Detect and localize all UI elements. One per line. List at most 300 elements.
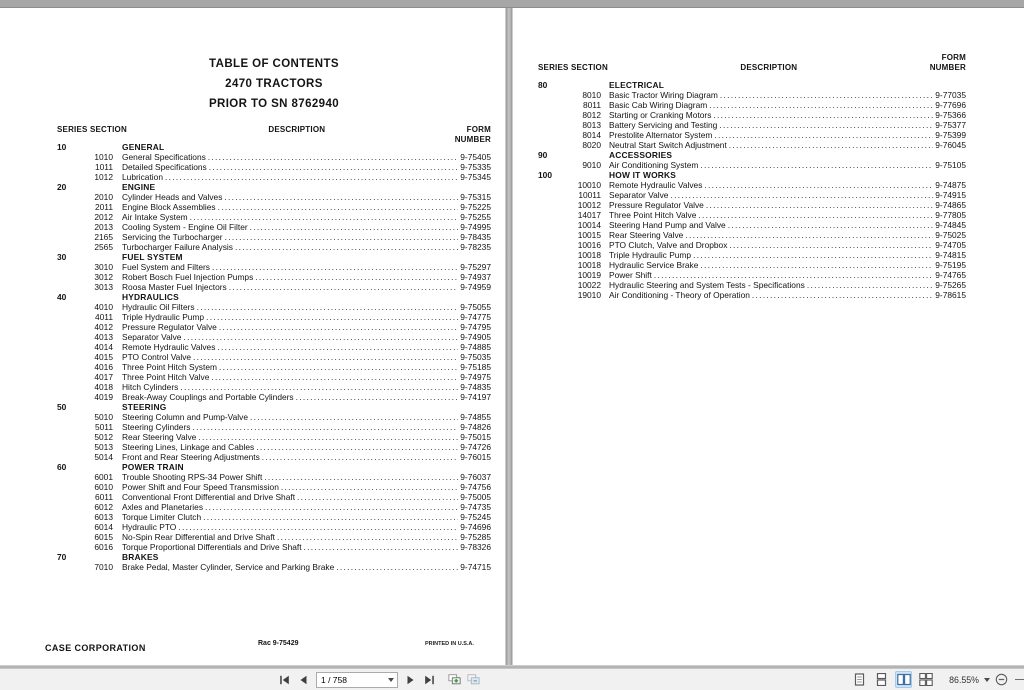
toc-form-number: 9-76045 [935, 140, 966, 150]
toc-series-number [57, 352, 77, 362]
zoom-out-icon [995, 673, 1008, 686]
toc-row [538, 180, 966, 190]
toc-section-number [77, 462, 113, 472]
toc-series-number [57, 422, 77, 432]
dot-leader [219, 322, 458, 332]
toc-series-number [57, 482, 77, 492]
toc-series-number [57, 542, 77, 552]
toc-description: Battery Servicing and Testing [609, 120, 718, 130]
continuous-scroll-view-icon [876, 673, 887, 686]
toc-section-number: 5012 [94, 432, 113, 442]
dot-leader [229, 282, 459, 292]
right-column-headers [538, 53, 966, 72]
toc-section-number [77, 182, 113, 192]
toc-form-number: 9-78326 [460, 542, 491, 552]
toc-series-number [57, 272, 77, 282]
toc-form-number: 9-74715 [460, 562, 491, 572]
toc-row [538, 100, 966, 110]
toc-description: Steering Column and Pump-Valve [122, 412, 249, 422]
dot-leader [700, 160, 933, 170]
toc-row [57, 242, 491, 252]
toc-row [538, 280, 966, 290]
toc-row [57, 412, 491, 422]
toc-section-number: 4016 [94, 362, 113, 372]
toc-description: Prestolite Alternator System [609, 130, 713, 140]
toc-section-number: 6013 [94, 512, 113, 522]
toc-series-number: 40 [57, 292, 67, 302]
right-page-rows [538, 80, 966, 300]
two-page-scroll-view-button[interactable] [917, 671, 934, 688]
toc-model: 2470 TRACTORS [225, 78, 323, 90]
toc-section-number [77, 142, 113, 152]
toc-section-number [564, 80, 601, 90]
first-page-button[interactable] [278, 672, 291, 687]
view-zoom-group [851, 669, 1024, 690]
dot-leader [729, 140, 933, 150]
toc-serial-range: PRIOR TO SN 8762940 [208, 98, 340, 110]
toc-series-number [57, 282, 77, 292]
toc-row [57, 302, 491, 312]
last-page-icon [424, 675, 435, 685]
toc-form-number: 9-75105 [935, 160, 966, 170]
dot-leader [205, 502, 458, 512]
toc-row [538, 80, 966, 90]
toc-section-number: 8014 [582, 130, 601, 140]
toc-series-number [57, 362, 77, 372]
toc-description: Turbocharger Failure Analysis [122, 242, 233, 252]
toc-section-number: 2011 [94, 202, 113, 212]
toc-section-number: 8012 [582, 110, 601, 120]
toc-form-number: 9-74915 [935, 190, 966, 200]
toc-row [538, 170, 966, 180]
toc-form-number: 9-78435 [460, 232, 491, 242]
toc-form-number: 9-74905 [460, 332, 491, 342]
toc-form-number: 9-75399 [935, 130, 966, 140]
toc-section-number: 6010 [94, 482, 113, 492]
toc-section-number: 8013 [582, 120, 601, 130]
toc-section-number: 10016 [577, 240, 601, 250]
continuous-scroll-view-button[interactable] [873, 671, 890, 688]
dot-leader [728, 220, 934, 230]
toc-description: Separator Valve [609, 190, 669, 200]
dot-leader [714, 130, 933, 140]
toc-category-heading: STEERING [122, 402, 167, 412]
toc-row [57, 192, 491, 202]
dot-leader [670, 190, 933, 200]
previous-page-button[interactable] [297, 672, 310, 687]
dot-leader [197, 302, 459, 312]
toc-series-number [57, 562, 77, 572]
toc-form-number: 9-74756 [460, 482, 491, 492]
toc-form-number: 9-74815 [935, 250, 966, 260]
publisher-name: CASE CORPORATION [45, 643, 146, 653]
toc-section-number: 4013 [94, 332, 113, 342]
toc-series-number [538, 280, 564, 290]
toc-description: Trouble Shooting RPS-34 Power Shift [122, 472, 263, 482]
document-form-number: Rac 9-75429 [258, 640, 299, 647]
toc-form-number: 9-74937 [460, 272, 491, 282]
toc-row [57, 362, 491, 372]
toc-section-number: 1011 [94, 162, 113, 172]
toc-series-number [57, 342, 77, 352]
page-dropdown-caret-icon[interactable] [388, 678, 394, 682]
toc-section-number: 4010 [94, 302, 113, 312]
toc-description: Torque Limiter Clutch [122, 512, 202, 522]
toc-row [57, 452, 491, 462]
toc-form-number: 9-75405 [460, 152, 491, 162]
toc-row [538, 130, 966, 140]
toc-form-number: 9-74735 [460, 502, 491, 512]
toc-description: Air Intake System [122, 212, 188, 222]
toc-section-number: 10010 [577, 180, 601, 190]
toc-series-number [538, 240, 564, 250]
page-number-box[interactable] [316, 672, 398, 688]
toc-series-number [57, 412, 77, 422]
toc-series-number [57, 522, 77, 532]
toc-description: Three Point Hitch Valve [122, 372, 210, 382]
toc-series-number [57, 162, 77, 172]
toc-description: Hydraulic Service Brake [609, 260, 699, 270]
toc-form-number: 9-78615 [935, 290, 966, 300]
toc-form-number: 9-75195 [935, 260, 966, 270]
dot-leader [709, 100, 933, 110]
pdf-page-left [0, 8, 505, 666]
toc-series-number [538, 120, 564, 130]
toc-section-number: 2565 [94, 242, 113, 252]
dot-leader [203, 512, 458, 522]
toc-section-number: 4018 [94, 382, 113, 392]
toc-section-number: 10018 [577, 250, 601, 260]
toc-series-number: 90 [538, 150, 548, 160]
toc-description: Steering Cylinders [122, 422, 191, 432]
toc-series-number: 60 [57, 462, 67, 472]
toc-series-number [538, 180, 564, 190]
toc-section-number: 5011 [94, 422, 113, 432]
toc-row [57, 492, 491, 502]
toc-section-number: 4017 [94, 372, 113, 382]
toc-section-number: 3012 [94, 272, 113, 282]
toc-row [57, 162, 491, 172]
toc-description: Steering Lines, Linkage and Cables [122, 442, 255, 452]
pdf-viewer-toolbar [0, 669, 1024, 690]
toc-section-number [77, 402, 113, 412]
toc-description: Three Point Hitch Valve [609, 210, 697, 220]
toc-section-number: 8020 [582, 140, 601, 150]
toc-form-number: 9-75345 [460, 172, 491, 182]
zoom-dropdown-caret-icon[interactable] [984, 678, 990, 682]
left-page-footer [45, 639, 475, 655]
toc-description: Power Shift [609, 270, 652, 280]
page-number-input[interactable] [317, 675, 388, 685]
toc-category-heading: ELECTRICAL [609, 80, 665, 90]
toc-row [57, 142, 491, 152]
toc-series-number [57, 172, 77, 182]
toc-section-number: 4015 [94, 352, 113, 362]
toc-section-number: 2010 [94, 192, 113, 202]
toc-section-number: 6016 [94, 542, 113, 552]
toc-description: Neutral Start Switch Adjustment [609, 140, 727, 150]
toc-form-number: 9-75225 [460, 202, 491, 212]
single-page-view-button[interactable] [851, 671, 868, 688]
toc-category-heading: HYDRAULICS [122, 292, 179, 302]
toc-series-number [57, 222, 77, 232]
toc-description: Hydraulic Steering and System Tests - Specifications [609, 280, 805, 290]
toc-description: Robert Bosch Fuel Injection Pumps [122, 272, 254, 282]
last-page-button[interactable] [423, 672, 436, 687]
dot-leader [212, 262, 458, 272]
toc-section-number: 3013 [94, 282, 113, 292]
toc-series-number [538, 220, 564, 230]
dot-leader [304, 542, 459, 552]
previous-page-icon [299, 675, 308, 685]
col-form: FORM [941, 53, 966, 62]
toc-row [57, 372, 491, 382]
toc-row [57, 472, 491, 482]
toc-form-number: 9-75285 [460, 532, 491, 542]
dot-leader [192, 422, 458, 432]
previous-view-button[interactable] [448, 672, 461, 687]
dot-leader [165, 172, 458, 182]
toc-series-number [538, 230, 564, 240]
col-form: FORM [466, 125, 491, 134]
dot-leader [752, 290, 933, 300]
toc-row [57, 182, 491, 192]
toc-section-number: 9010 [582, 160, 601, 170]
toc-section-number: 6001 [94, 472, 113, 482]
toc-category-heading: ENGINE [122, 182, 156, 192]
toc-row [57, 202, 491, 212]
page-navigation-group [278, 669, 480, 690]
toc-description: Steering Hand Pump and Valve [609, 220, 726, 230]
dot-leader [193, 352, 458, 362]
toc-row [57, 152, 491, 162]
toc-series-number [57, 322, 77, 332]
zoom-out-button[interactable] [995, 672, 1008, 687]
toc-description: PTO Control Valve [122, 352, 192, 362]
pdf-page-right [513, 8, 1024, 666]
toc-form-number: 9-74835 [460, 382, 491, 392]
toc-series-number [57, 202, 77, 212]
single-page-view-icon [854, 673, 865, 686]
toc-series-number [57, 442, 77, 452]
dot-leader [713, 110, 933, 120]
toc-title: TABLE OF CONTENTS [209, 58, 339, 70]
toc-description: Front and Rear Steering Adjustments [122, 452, 260, 462]
toc-section-number: 10014 [577, 220, 601, 230]
toc-description: Pressure Regulator Valve [609, 200, 704, 210]
toc-description: Roosa Master Fuel Injectors [122, 282, 227, 292]
col-series-section: SERIES SECTION [538, 63, 608, 72]
toc-description: Break-Away Couplings and Portable Cylinders [122, 392, 294, 402]
dot-leader [281, 482, 458, 492]
toc-row [57, 282, 491, 292]
toc-section-number: 2165 [94, 232, 113, 242]
toc-description: Separator Valve [122, 332, 182, 342]
toc-row [57, 522, 491, 532]
toc-series-number [538, 190, 564, 200]
col-number: NUMBER [454, 135, 491, 144]
dot-leader [208, 152, 458, 162]
dot-leader [209, 162, 459, 172]
toc-row [538, 140, 966, 150]
toc-description: Cooling System - Engine Oil Filter [122, 222, 248, 232]
toc-series-number [57, 242, 77, 252]
toc-series-number [57, 452, 77, 462]
toc-description: Air Conditioning - Theory of Operation [609, 290, 750, 300]
next-page-icon [406, 675, 415, 685]
toc-row [57, 532, 491, 542]
toc-series-number [57, 192, 77, 202]
toc-section-number: 8010 [582, 90, 601, 100]
toc-row [57, 542, 491, 552]
dot-leader [180, 382, 458, 392]
toc-row [57, 562, 491, 572]
toc-row [57, 252, 491, 262]
toc-form-number: 9-74855 [460, 412, 491, 422]
toc-description: Power Shift and Four Speed Transmission [122, 482, 279, 492]
dot-leader [729, 240, 933, 250]
toc-description: Torque Proportional Differentials and Drive Shaft [122, 542, 302, 552]
dot-leader [264, 472, 458, 482]
toc-series-number [538, 210, 564, 220]
toc-section-number: 6015 [94, 532, 113, 542]
toc-series-number: 70 [57, 552, 67, 562]
toc-section-number: 6011 [94, 492, 113, 502]
dot-leader [297, 492, 458, 502]
toc-section-number: 5014 [94, 452, 113, 462]
toc-row [538, 260, 966, 270]
toc-form-number: 9-75035 [460, 352, 491, 362]
toc-form-number: 9-74975 [460, 372, 491, 382]
toc-title-block [57, 54, 491, 114]
toc-series-number [57, 312, 77, 322]
toc-row [57, 462, 491, 472]
toc-description: Axles and Planetaries [122, 502, 204, 512]
toc-section-number: 6012 [94, 502, 113, 512]
toc-row [57, 552, 491, 562]
toc-series-number [538, 140, 564, 150]
dot-leader [255, 272, 458, 282]
toc-series-number [538, 290, 564, 300]
toc-section-number: 4011 [94, 312, 113, 322]
toc-description: Hitch Cylinders [122, 382, 179, 392]
window-top-strip [0, 0, 1024, 8]
toc-form-number: 9-74705 [935, 240, 966, 250]
toc-series-number: 10 [57, 142, 67, 152]
dot-leader [693, 250, 933, 260]
toc-row [57, 502, 491, 512]
two-page-view-button[interactable] [895, 671, 912, 688]
page-gutter-divider [505, 8, 513, 666]
toc-description: Hydraulic Oil Filters [122, 302, 195, 312]
toc-row [57, 322, 491, 332]
toc-description: Engine Block Assemblies [122, 202, 216, 212]
toc-row [538, 240, 966, 250]
dot-leader [296, 392, 459, 402]
next-page-button[interactable] [404, 672, 417, 687]
toc-series-number: 80 [538, 80, 548, 90]
toc-form-number: 9-74959 [460, 282, 491, 292]
dot-leader [256, 442, 458, 452]
toc-series-number [538, 250, 564, 260]
toc-row [57, 212, 491, 222]
dot-leader [190, 212, 459, 222]
toc-section-number: 1010 [94, 152, 113, 162]
dot-leader [178, 522, 458, 532]
toc-form-number: 9-75245 [460, 512, 491, 522]
toc-section-number: 2012 [94, 212, 113, 222]
toc-form-number: 9-74795 [460, 322, 491, 332]
zoom-slider-track[interactable] [1015, 679, 1024, 681]
toc-row [57, 342, 491, 352]
toc-description: Triple Hydraulic Pump [609, 250, 692, 260]
toc-form-number: 9-75055 [460, 302, 491, 312]
toc-series-number [538, 110, 564, 120]
toc-section-number [564, 170, 601, 180]
toc-series-number: 100 [538, 170, 552, 180]
toc-form-number: 9-74197 [460, 392, 491, 402]
toc-section-number: 5013 [94, 442, 113, 452]
toc-series-number [57, 432, 77, 442]
dot-leader [211, 372, 458, 382]
toc-row [538, 90, 966, 100]
toc-section-number: 10018 [577, 260, 601, 270]
toc-row [57, 392, 491, 402]
first-page-icon [279, 675, 290, 685]
toc-row [538, 160, 966, 170]
toc-section-number [564, 150, 601, 160]
toc-form-number: 9-75265 [935, 280, 966, 290]
toc-series-number [57, 152, 77, 162]
toc-description: Conventional Front Differential and Drive Shaft [122, 492, 296, 502]
toc-description: Fuel System and Filters [122, 262, 210, 272]
toc-row [57, 352, 491, 362]
toc-series-number [57, 232, 77, 242]
toc-form-number: 9-74845 [935, 220, 966, 230]
toc-series-number [57, 472, 77, 482]
toc-category-heading: BRAKES [122, 552, 159, 562]
toc-series-number [538, 100, 564, 110]
toc-series-number [57, 382, 77, 392]
toc-series-number [57, 262, 77, 272]
toc-form-number: 9-75377 [935, 120, 966, 130]
toc-description: Remote Hydraulic Valves [609, 180, 703, 190]
toc-series-number [57, 372, 77, 382]
toc-series-number [538, 90, 564, 100]
next-view-button[interactable] [467, 672, 480, 687]
toc-series-number: 50 [57, 402, 67, 412]
toc-form-number: 9-75335 [460, 162, 491, 172]
dot-leader [250, 222, 459, 232]
dot-leader [277, 532, 458, 542]
toc-row [57, 402, 491, 412]
toc-row [57, 262, 491, 272]
toc-section-number: 4019 [94, 392, 113, 402]
zoom-percentage-label[interactable]: 86.55% [949, 674, 979, 685]
next-view-icon [467, 673, 480, 686]
toc-series-number: 20 [57, 182, 67, 192]
dot-leader [218, 202, 459, 212]
toc-form-number: 9-77035 [935, 90, 966, 100]
toc-series-number [538, 200, 564, 210]
toc-row [538, 150, 966, 160]
toc-category-heading: ACCESSORIES [609, 150, 673, 160]
toc-section-number: 4014 [94, 342, 113, 352]
toc-category-heading: FUEL SYSTEM [122, 252, 183, 262]
dot-leader [654, 270, 933, 280]
toc-section-number: 5010 [94, 412, 113, 422]
toc-category-heading: GENERAL [122, 142, 165, 152]
